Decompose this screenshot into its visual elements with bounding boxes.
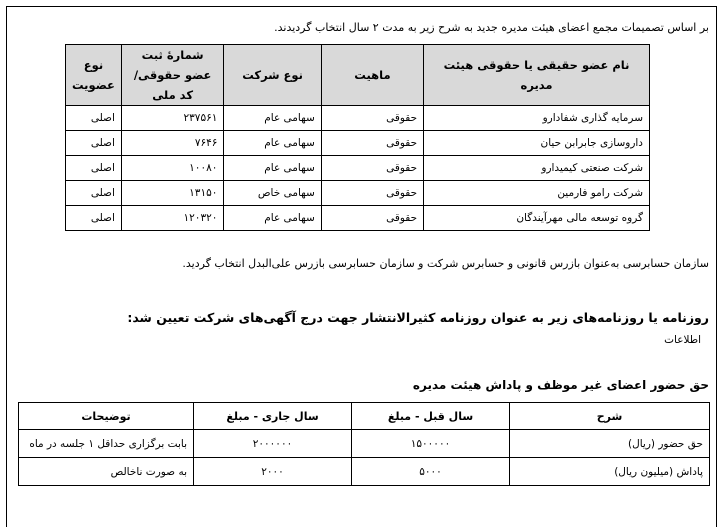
cell-membership-type: اصلی (66, 206, 122, 231)
cell-current-year: ۲۰۰۰۰۰۰ (194, 430, 352, 458)
cell-nature: حقوقی (321, 106, 423, 131)
cell-registration-number: ۲۳۷۵۶۱ (121, 106, 223, 131)
board-members-table (65, 44, 650, 231)
cell-registration-number: ۷۶۴۶ (121, 131, 223, 156)
table-row (66, 206, 650, 231)
cell-registration-number: ۱۲۰۳۲۰ (121, 206, 223, 231)
cell-membership-type: اصلی (66, 106, 122, 131)
cell-notes: بابت برگزاری حداقل ۱ جلسه در ماه (19, 430, 194, 458)
header-member-name: نام عضو حقیقی یا حقوقی هیئت مدیره (424, 45, 650, 106)
table-row (66, 156, 650, 181)
table-row (66, 131, 650, 156)
cell-description: حق حضور (ریال) (510, 430, 710, 458)
header-notes: توضیحات (19, 403, 194, 430)
cell-current-year: ۲۰۰۰ (194, 458, 352, 486)
cell-nature: حقوقی (321, 131, 423, 156)
table-row (19, 430, 710, 458)
table-row (19, 458, 710, 486)
table-row (66, 106, 650, 131)
cell-company-type: سهامی عام (224, 156, 321, 181)
cell-nature: حقوقی (321, 156, 423, 181)
cell-nature: حقوقی (321, 206, 423, 231)
cell-membership-type: اصلی (66, 181, 122, 206)
cell-previous-year: ۱۵۰۰۰۰۰ (352, 430, 510, 458)
cell-member-name: گروه توسعه مالی مهرآیندگان (424, 206, 650, 231)
cell-registration-number: ۱۰۰۸۰ (121, 156, 223, 181)
cell-membership-type: اصلی (66, 156, 122, 181)
table-header-row (19, 403, 710, 430)
cell-company-type: سهامی عام (224, 131, 321, 156)
cell-member-name: شرکت صنعتی کیمیدارو (424, 156, 650, 181)
header-current-year: سال جاری - مبلغ (194, 403, 352, 430)
newspaper-heading: روزنامه یا روزنامه‌های زیر به عنوان روزنامه کثیرالانتشار جهت درج آگهی‌های شرکت تعیین شد: (127, 310, 709, 325)
cell-nature: حقوقی (321, 181, 423, 206)
cell-member-name: داروسازی جابرابن حیان (424, 131, 650, 156)
cell-company-type: سهامی خاص (224, 181, 321, 206)
cell-membership-type: اصلی (66, 131, 122, 156)
header-nature: ماهیت (321, 45, 423, 106)
cell-registration-number: ۱۳۱۵۰ (121, 181, 223, 206)
intro-text: بر اساس تصمیمات مجمع اعضای هیئت مدیره جدید به شرح زیر به مدت ۲ سال انتخاب گردیدند. (274, 21, 709, 34)
cell-company-type: سهامی عام (224, 106, 321, 131)
table-header-row (66, 45, 650, 106)
header-company-type: نوع شرکت (224, 45, 321, 106)
fees-heading: حق حضور اعضای غیر موظف و پاداش هیئت مدیره (412, 378, 709, 392)
cell-member-name: شرکت رامو فارمین (424, 181, 650, 206)
cell-notes: به صورت ناخالص (19, 458, 194, 486)
table-row (66, 181, 650, 206)
cell-member-name: سرمایه گذاری شفادارو (424, 106, 650, 131)
header-description: شرح (510, 403, 710, 430)
cell-company-type: سهامی عام (224, 206, 321, 231)
newspaper-name: اطلاعات (664, 334, 701, 346)
header-registration-number: شمارهٔ ثبت عضو حقوقی/کد ملی (121, 45, 223, 106)
cell-description: پاداش (میلیون ریال) (510, 458, 710, 486)
header-membership-type: نوع عضویت (66, 45, 122, 106)
header-previous-year: سال قبل - مبلغ (352, 403, 510, 430)
fees-table (18, 402, 710, 486)
auditor-text: سازمان حسابرسی به‌عنوان بازرس قانونی و حسابرس شرکت و سازمان حسابرسی بازرس علی‌البدل انتخاب گردید. (182, 257, 709, 270)
cell-previous-year: ۵۰۰۰ (352, 458, 510, 486)
